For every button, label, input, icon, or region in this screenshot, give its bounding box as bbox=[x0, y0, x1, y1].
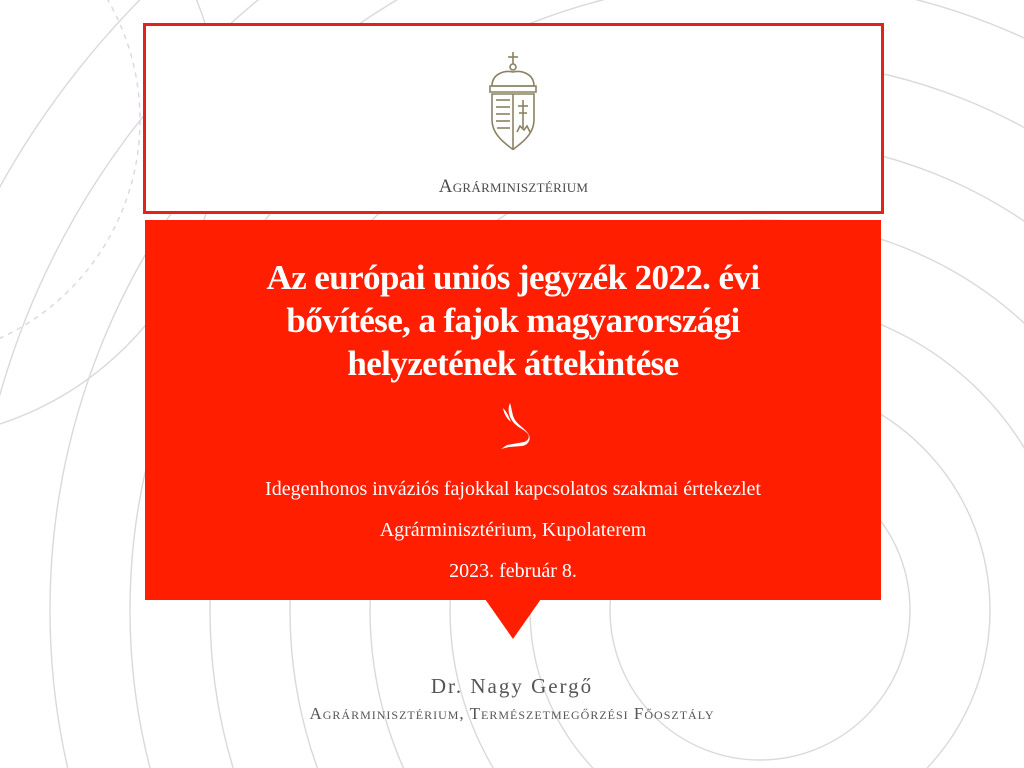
venue: Agrárminisztérium, Kupolaterem bbox=[379, 519, 647, 541]
presentation-title bbox=[165, 256, 861, 385]
hungarian-coat-of-arms-icon bbox=[486, 50, 540, 154]
ministry-name: Agrárminisztérium bbox=[438, 176, 589, 197]
heron-icon bbox=[495, 402, 535, 454]
title-line: Az európai uniós jegyzék 2022. évi bbox=[266, 258, 760, 297]
header-box bbox=[143, 23, 884, 214]
presenter-affiliation: Agrárminisztérium, Természetmegőrzési Főosztály bbox=[309, 704, 715, 723]
event-date: 2023. február 8. bbox=[449, 560, 577, 582]
title-line: helyzetének áttekintése bbox=[347, 344, 679, 383]
title-line: bővítése, a fajok magyarországi bbox=[286, 301, 740, 340]
title-panel bbox=[145, 220, 881, 600]
presenter-name: Dr. Nagy Gergő bbox=[430, 674, 594, 698]
event-name: Idegenhonos inváziós fajokkal kapcsolatos szakmai értekezlet bbox=[265, 478, 761, 500]
panel-pointer bbox=[485, 599, 541, 639]
